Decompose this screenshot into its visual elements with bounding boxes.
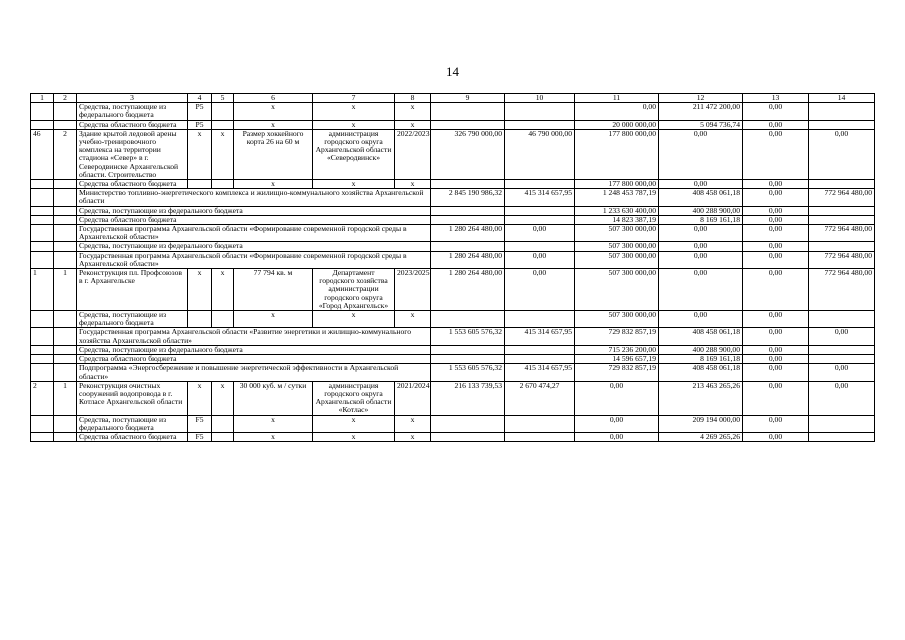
row-description: Средства, поступающие из федерального бюджета [77,242,431,251]
cell-col-11: 715 236 200,00 [575,345,659,354]
cell-row-number: 2 [31,381,54,415]
cell-col-11: 14 823 387,19 [575,215,659,224]
cell-col-13: 0,00 [743,381,809,415]
cell-col-11: 0,00 [575,415,659,432]
cell-customer: Департамент городского хозяйства администрации городского округа «Город Архангельск» [313,269,395,311]
cell-col-12: 8 169 161,18 [659,355,743,364]
cell-col-11: 0,00 [575,381,659,415]
table-row [31,355,875,364]
cell-period: х [395,415,431,432]
row-description: Средства, поступающие из федерального бюджета [77,206,431,215]
table-row [31,206,875,215]
cell-col-10: 0,00 [505,225,575,242]
cell-col-12: 0,00 [659,180,743,189]
cell-col-11: 507 300 000,00 [575,242,659,251]
row-description: Средства, поступающие из федерального бюджета [77,345,431,354]
column-number-10: 10 [505,94,575,103]
cell-row-number: 46 [31,129,54,179]
column-number-8: 8 [395,94,431,103]
cell-customer: администрация городского округа Архангельской области «Северодвинск» [313,129,395,179]
cell-col-13: 0,00 [743,311,809,328]
column-number-9: 9 [431,94,505,103]
cell-col-11: 507 300 000,00 [575,311,659,328]
table-row [31,381,875,415]
cell-col-13: 0,00 [743,215,809,224]
table-row [31,120,875,129]
cell-sub-number: 1 [54,269,77,311]
cell-col-11: 729 832 857,19 [575,364,659,381]
cell-row-number: 1 [31,269,54,311]
table-row [31,103,875,120]
cell-customer: х [313,311,395,328]
cell-col-12: 0,00 [659,225,743,242]
cell-col-13: 0,00 [743,103,809,120]
cell-col-14: 772 964 480,00 [809,251,875,268]
cell-col-13: 0,00 [743,206,809,215]
cell-capacity: Размер хоккейного корта 26 на 60 м [234,129,313,179]
cell-col-14: 0,00 [809,328,875,345]
cell-col-14: 772 964 480,00 [809,269,875,311]
table-row [31,129,875,179]
row-description: Государственная программа Архангельской области «Формирование современной городской среды в Архангельской области» [77,251,431,268]
page-number: 14 [446,64,459,79]
cell-col-12: 408 458 061,18 [659,364,743,381]
cell-col-10: 415 314 657,95 [505,364,575,381]
cell-customer: х [313,180,395,189]
table-row [31,432,875,441]
cell-capacity: х [234,120,313,129]
cell-period: х [395,180,431,189]
column-number-6: 6 [234,94,313,103]
cell-col-11: 729 832 857,19 [575,328,659,345]
column-number-3: 3 [77,94,188,103]
cell-col-11: 14 596 657,19 [575,355,659,364]
cell-col-10: 415 314 657,95 [505,189,575,206]
cell-col-10: 0,00 [505,251,575,268]
cell-col-10: 415 314 657,95 [505,328,575,345]
cell-col-13: 0,00 [743,415,809,432]
table-row [31,345,875,354]
cell-sub-number: 2 [54,129,77,179]
cell-col-11: 507 300 000,00 [575,225,659,242]
cell-col-9: 1 280 264 480,00 [431,225,505,242]
cell-col-13: 0,00 [743,189,809,206]
column-number-7: 7 [313,94,395,103]
cell-col-12: 400 288 900,00 [659,345,743,354]
cell-col-10: 2 670 474,27 [505,381,575,415]
cell-col-12: 408 458 061,18 [659,328,743,345]
cell-col-12: 5 094 736,74 [659,120,743,129]
cell-period: 2022/2023 [395,129,431,179]
cell-period: 2023/2025 [395,269,431,311]
cell-col-11: 0,00 [575,432,659,441]
cell-code: х [188,381,212,415]
table-row [31,311,875,328]
cell-col-13: 0,00 [743,129,809,179]
row-description: Средства областного бюджета [77,355,431,364]
cell-col-9: 1 553 605 576,32 [431,328,505,345]
cell-customer: х [313,432,395,441]
row-description: Здание крытой ледовой арены учебно-тренировочного комплекса на территории стадиона «Север» в г. Северодвинске Архангельской области. Строительство [77,129,188,179]
cell-col-13: 0,00 [743,251,809,268]
row-description: Средства областного бюджета [77,432,188,441]
row-description: Средства, поступающие из федерального бюджета [77,311,188,328]
cell-col-12: 408 458 061,18 [659,189,743,206]
cell-capacity: 77 794 кв. м [234,269,313,311]
cell-col-12: 0,00 [659,269,743,311]
cell-col-13: 0,00 [743,180,809,189]
cell-code: х [188,269,212,311]
cell-col-11: 0,00 [575,103,659,120]
cell-period: 2021/2024 [395,381,431,415]
cell-col-9: 1 280 264 480,00 [431,269,505,311]
cell-col-9: 326 790 000,00 [431,129,505,179]
cell-col-12: 0,00 [659,242,743,251]
cell-col-10: 46 790 000,00 [505,129,575,179]
cell-col-14: 0,00 [809,129,875,179]
column-number-1: 1 [31,94,54,103]
column-number-5: 5 [212,94,234,103]
cell-capacity: х [234,103,313,120]
cell-customer: х [313,103,395,120]
row-description: Средства областного бюджета [77,215,431,224]
cell-col-11: 507 300 000,00 [575,269,659,311]
cell-col-13: 0,00 [743,120,809,129]
cell-col-12: 400 288 900,00 [659,206,743,215]
cell-col-9: 1 553 605 576,32 [431,364,505,381]
cell-capacity: 30 000 куб. м / сутки [234,381,313,415]
cell-code: х [188,129,212,179]
cell-period: х [395,432,431,441]
column-number-2: 2 [54,94,77,103]
row-description: Министерство топливно-энергетического комплекса и жилищно-коммунального хозяйства Архангельской области [77,189,431,206]
cell-col-12: 213 463 265,26 [659,381,743,415]
cell-col-13: 0,00 [743,364,809,381]
table-row [31,415,875,432]
cell-col-12: 211 472 200,00 [659,103,743,120]
cell-col-13: 0,00 [743,242,809,251]
table-row [31,328,875,345]
cell-col-12: 0,00 [659,129,743,179]
table-row [31,215,875,224]
cell-capacity: х [234,415,313,432]
column-number-14: 14 [809,94,875,103]
cell-col-12: 4 269 265,26 [659,432,743,441]
table-row [31,225,875,242]
row-description: Средства, поступающие из федерального бюджета [77,103,188,120]
table-row [31,251,875,268]
cell-col-9: 1 280 264 480,00 [431,251,505,268]
table-row [31,189,875,206]
table-row [31,242,875,251]
column-number-12: 12 [659,94,743,103]
cell-col-5: х [212,129,234,179]
cell-col-5: х [212,269,234,311]
column-number-13: 13 [743,94,809,103]
cell-col-11: 1 233 630 400,00 [575,206,659,215]
column-number-4: 4 [188,94,212,103]
cell-col-11: 177 800 000,00 [575,129,659,179]
row-description: Реконструкция пл. Профсоюзов в г. Архангельске [77,269,188,311]
cell-col-12: 0,00 [659,251,743,268]
cell-col-9: 2 845 190 986,32 [431,189,505,206]
cell-col-13: 0,00 [743,225,809,242]
cell-capacity: х [234,180,313,189]
cell-col-11: 507 300 000,00 [575,251,659,268]
cell-col-12: 0,00 [659,311,743,328]
row-description: Средства, поступающие из федерального бюджета [77,415,188,432]
row-description: Государственная программа Архангельской области «Формирование современной городской среды в Архангельской области» [77,225,431,242]
row-description: Реконструкция очистных сооружений водопровода в г. Котласе Архангельской области [77,381,188,415]
cell-capacity: х [234,311,313,328]
cell-col-11: 20 000 000,00 [575,120,659,129]
cell-col-14: 0,00 [809,381,875,415]
row-description: Государственная программа Архангельской области «Развитие энергетики и жилищно-коммунального хозяйства Архангельской области» [77,328,431,345]
cell-col-14: 0,00 [809,364,875,381]
row-description: Средства областного бюджета [77,180,188,189]
cell-sub-number: 1 [54,381,77,415]
cell-code: P5 [188,120,212,129]
column-number-11: 11 [575,94,659,103]
cell-col-13: 0,00 [743,328,809,345]
cell-customer: х [313,415,395,432]
cell-customer: администрация городского округа Архангельской области «Котлас» [313,381,395,415]
cell-col-13: 0,00 [743,269,809,311]
table-header-row [31,94,875,103]
cell-col-14: 772 964 480,00 [809,189,875,206]
cell-col-13: 0,00 [743,432,809,441]
cell-col-9: 216 133 739,53 [431,381,505,415]
table-row [31,180,875,189]
row-description: Средства областного бюджета [77,120,188,129]
row-description: Подпрограмма «Энергосбережение и повышение энергетической эффективности в Архангельской области» [77,364,431,381]
cell-col-10: 0,00 [505,269,575,311]
cell-capacity: х [234,432,313,441]
cell-code: F5 [188,415,212,432]
table-row [31,269,875,311]
cell-customer: х [313,120,395,129]
cell-code: F5 [188,432,212,441]
table-row [31,364,875,381]
cell-col-14: 772 964 480,00 [809,225,875,242]
cell-col-11: 1 248 453 787,19 [575,189,659,206]
cell-col-11: 177 800 000,00 [575,180,659,189]
cell-col-13: 0,00 [743,355,809,364]
budget-table [30,93,875,442]
cell-col-5: х [212,381,234,415]
cell-period: х [395,120,431,129]
cell-period: х [395,311,431,328]
cell-col-13: 0,00 [743,345,809,354]
cell-col-12: 8 169 161,18 [659,215,743,224]
cell-col-12: 209 194 000,00 [659,415,743,432]
cell-code: P5 [188,103,212,120]
cell-period: х [395,103,431,120]
